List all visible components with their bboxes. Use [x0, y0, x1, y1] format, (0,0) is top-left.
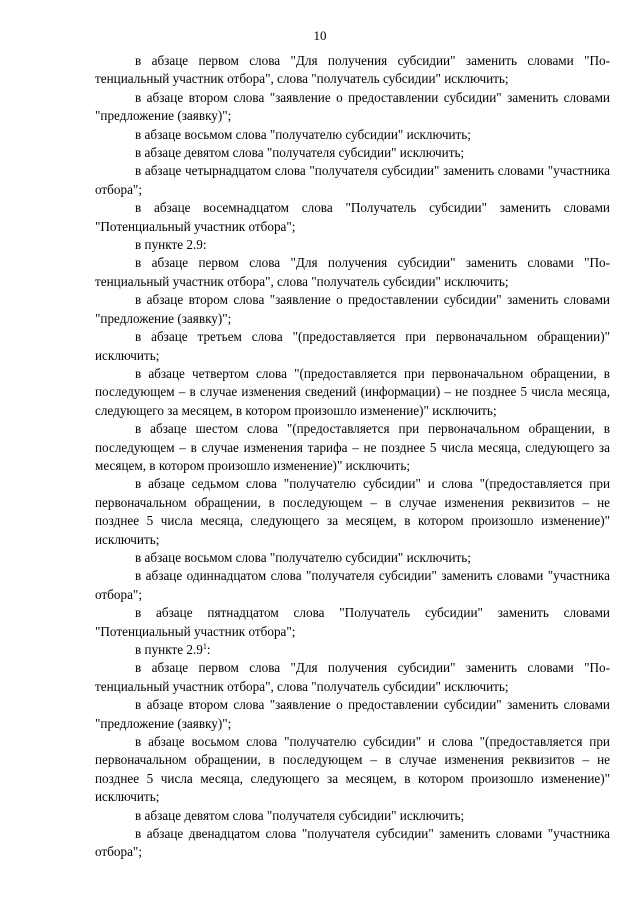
paragraph: в абзаце восьмом слова "получателю субсидии" исключить; — [135, 549, 471, 565]
paragraph: в абзаце четырнадцатом слова "получателя субсидии" заменить словами "участника отбора"; — [95, 163, 610, 197]
paragraph: в абзаце девятом слова "получателя субсидии" исключить; — [135, 807, 465, 823]
document-body — [95, 52, 610, 862]
paragraph: в абзаце первом слова "Для получения субсидии" заменить словами "Потенциальный участник отбора", слова "получатель субсидии" исключить; — [95, 53, 610, 87]
section-subheading — [95, 641, 610, 659]
paragraph: в абзаце шестом слова "(предоставляется при первоначальном обращении, в последующем – в случае изменения тарифа – не позднее 5 числа месяца, следующего за месяцем, в котором произошло изменение)" исключить; — [95, 421, 610, 473]
page-number: 10 — [313, 28, 327, 43]
subheading-text: в пункте 2.9 — [135, 642, 203, 657]
paragraph: в абзаце третьем слова "(предоставляется при первоначальном обращении)" исключить; — [95, 329, 610, 363]
paragraph: в абзаце одиннадцатом слова "получателя субсидии" заменить словами "участника отбора"; — [95, 568, 610, 602]
paragraph: в абзаце двенадцатом слова "получателя субсидии" заменить словами "участника отбора"; — [95, 826, 610, 860]
paragraph: в абзаце седьмом слова "получателю субсидии" и слова "(предоставляется при первоначальном обращении, в последующем – в случае изменения реквизитов – не позднее 5 числа месяца, следующего за месяцем, в котором произошло изменение)" исключить; — [95, 476, 610, 547]
paragraph: в абзаце девятом слова "получателя субсидии" исключить; — [135, 145, 465, 161]
paragraph: в абзаце восьмом слова "получателю субсидии" исключить; — [135, 126, 471, 142]
paragraph: в абзаце втором слова "заявление о предоставлении субсидии" заменить словами "предложение (заявку)"; — [95, 292, 610, 326]
paragraph: в пункте 2.9: — [135, 237, 207, 253]
paragraph: в абзаце первом слова "Для получения субсидии" заменить словами "Потенциальный участник отбора", слова "получатель субсидии" исключить; — [95, 255, 610, 289]
subheading-superscript: 1 — [202, 642, 207, 651]
paragraph: в абзаце втором слова "заявление о предоставлении субсидии" заменить словами "предложение (заявку)"; — [95, 697, 610, 731]
paragraph: в абзаце первом слова "Для получения субсидии" заменить словами "Потенциальный участник отбора", слова "получатель субсидии" исключить; — [95, 660, 610, 694]
paragraph: в абзаце втором слова "заявление о предоставлении субсидии" заменить словами "предложение (заявку)"; — [95, 89, 610, 124]
paragraph: в абзаце восемнадцатом слова "Получатель субсидии" заменить словами "Потенциальный участник отбора"; — [95, 200, 610, 234]
paragraph: в абзаце пятнадцатом слова "Получатель субсидии" заменить словами "Потенциальный участник отбора"; — [95, 605, 610, 639]
subheading-suffix: : — [206, 642, 211, 657]
paragraph: в абзаце четвертом слова "(предоставляется при первоначальном обращении, в последующем – в случае изменения сведений (информации) – не позднее 5 числа месяца, следующего за месяцем, в котором произошло изменение)" исключить; — [95, 365, 610, 418]
paragraph: в абзаце восьмом слова "получателю субсидии" и слова "(предоставляется при первоначальном обращении, в последующем – в случае изменения реквизитов – не позднее 5 числа месяца, следующего за месяцем, в котором произошло изменение)" исключить; — [95, 734, 610, 805]
